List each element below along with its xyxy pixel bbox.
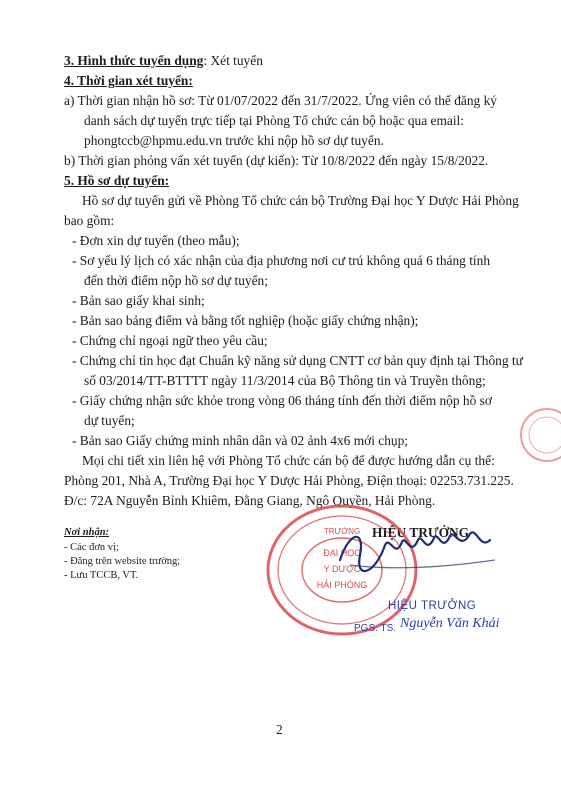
contact-line-1: Mọi chi tiết xin liên hệ với Phòng Tổ chức cán bộ để được hướng dẫn cụ thể: (82, 453, 495, 468)
section-4b: b) Thời gian phỏng vấn xét tuyển (dự kiến): Từ 10/8/2022 đến ngày 15/8/2022. (64, 153, 489, 168)
list-item-continued: đến thời điểm nộp hồ sơ dự tuyển; (84, 273, 268, 288)
section-3 (64, 53, 263, 69)
seal-text-4: HẢI PHÒNG (316, 580, 368, 590)
list-item: - Đơn xin dự tuyển (theo mẫu); (72, 233, 240, 248)
list-item-continued: dự tuyển; (84, 413, 135, 428)
section-4a-line-2: danh sách dự tuyển trực tiếp tại Phòng Tổ chức cán bộ hoặc qua email: (84, 113, 464, 128)
section-3-value: : Xét tuyển (203, 53, 263, 68)
list-item: - Bản sao bảng điểm và bằng tốt nghiệp (hoặc giấy chứng nhận); (72, 313, 419, 328)
list-item: - Chứng chỉ tin học đạt Chuẩn kỹ năng sử dụng CNTT cơ bản quy định tại Thông tư (72, 353, 523, 368)
contact-line-2: Phòng 201, Nhà A, Trường Đại học Y Dược Hải Phòng, Điện thoại: 02253.731.225. (64, 473, 514, 488)
recipient-item: - Lưu TCCB, VT. (64, 570, 139, 581)
handwritten-signature-icon (330, 520, 510, 580)
recipient-item: - Các đơn vị; (64, 542, 119, 553)
seal-text-3: Y DƯỢC (323, 564, 361, 574)
signature-prefix: PGS. TS. (354, 623, 397, 634)
section-5-title: 5. Hồ sơ dự tuyển: (64, 173, 170, 188)
signature-title: HIỆU TRƯỞNG (372, 525, 470, 540)
list-item: - Bản sao giấy khai sinh; (72, 293, 205, 308)
seal-text-2: ĐẠI HỌC (323, 548, 361, 558)
list-item: - Bản sao Giấy chứng minh nhân dân và 02 ảnh 4x6 mới chụp; (72, 433, 409, 448)
list-item: - Sơ yếu lý lịch có xác nhận của địa phương nơi cư trú không quá 6 tháng tính (72, 253, 491, 268)
section-4a-line-1: a) Thời gian nhận hồ sơ: Từ 01/07/2022 đến 31/7/2022. Ứng viên có thể đăng ký (64, 93, 497, 108)
signer-name: Nguyễn Văn Khải (400, 616, 500, 631)
section-3-title: 3. Hình thức tuyển dụng (64, 53, 204, 68)
list-item: - Chứng chỉ ngoại ngữ theo yêu cầu; (72, 333, 268, 348)
partial-stamp-icon (507, 405, 561, 465)
section-4a-line-3: phongtccb@hpmu.edu.vn trước khi nộp hồ sơ dự tuyển. (84, 133, 384, 148)
list-item: - Giấy chứng nhận sức khỏe trong vòng 06 tháng tính đến thời điểm nộp hồ sơ (72, 393, 492, 408)
list-item-continued: số 03/2014/TT-BTTTT ngày 11/3/2014 của Bộ Thông tin và Truyền thông; (84, 373, 486, 388)
contact-line-3: Đ/c: 72A Nguyễn Bỉnh Khiêm, Đằng Giang, Ngô Quyền, Hải Phòng. (64, 493, 436, 508)
signature-stamp-title: HIỆU TRƯỞNG (388, 600, 477, 612)
section-5-intro-line-1: Hồ sơ dự tuyển gửi về Phòng Tổ chức cán bộ Trường Đại học Y Dược Hải Phòng (82, 193, 519, 208)
recipient-item: - Đăng trên website trường; (64, 556, 181, 567)
section-5-intro-line-2: bao gồm: (64, 213, 115, 228)
recipients-title: Nơi nhận: (64, 527, 110, 538)
section-4-title: 4. Thời gian xét tuyển: (64, 73, 193, 88)
page-number: 2 (276, 722, 283, 737)
seal-text-1: TRƯỜNG (323, 527, 361, 536)
